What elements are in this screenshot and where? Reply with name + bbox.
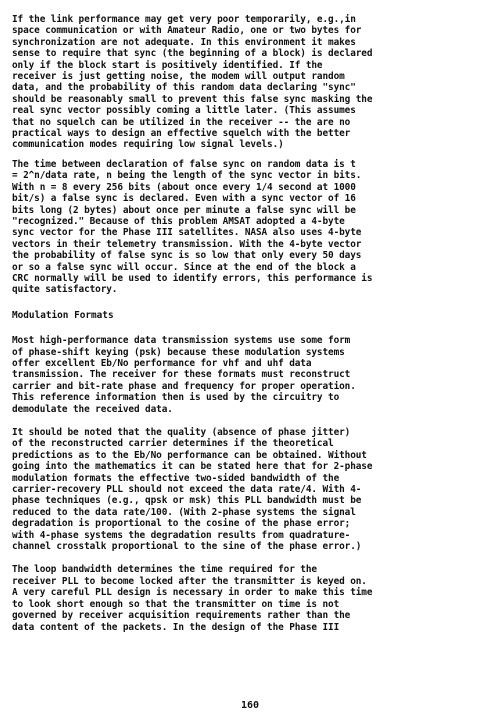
text-line: real sync vector possibly coming a little later. (This assumes <box>12 105 356 117</box>
text-line: Most high-performance data transmission systems use some form <box>12 335 351 347</box>
text-line: to look short enough so that the transmitter on time is not <box>12 598 340 610</box>
text-line: communication modes requiring low signal levels.) <box>12 139 284 151</box>
paragraph-sync-performance <box>12 14 492 151</box>
text-line: space communication or with Amateur Radio, one or two bytes for <box>12 25 362 37</box>
text-line: carrier-recovery PLL should not exceed the data rate/4. With 4- <box>12 484 362 496</box>
text-line: with 4-phase systems the degradation results from quadrature- <box>12 529 351 541</box>
text-line: This reference information then is used by the circuitry to <box>12 392 340 404</box>
text-line: = 2^n/data rate, n being the length of the sync vector in bits. <box>12 170 362 182</box>
text-line: CRC normally will be used to identify errors, this performance is <box>12 272 373 284</box>
text-line: The loop bandwidth determines the time required for the <box>12 564 317 576</box>
text-line: receiver PLL to become locked after the transmitter is keyed on. <box>12 575 367 587</box>
text-line: With n = 8 every 256 bits (about once every 1/4 second at 1000 <box>12 181 356 193</box>
text-line: If the link performance may get very poor temporarily, e.g.,in <box>12 14 356 25</box>
text-line: bit/s) a false sync is declared. Even with a sync vector of 16 <box>12 193 356 205</box>
page-number: 160 <box>240 700 260 711</box>
section-heading: Modulation Formats <box>12 309 114 321</box>
paragraph-carrier-quality <box>12 427 492 552</box>
text-line: degradation is proportional to the cosine of the phase error; <box>12 518 351 530</box>
text-line: data content of the packets. In the design of the Phase III <box>12 621 340 633</box>
paragraph-psk-systems <box>12 335 492 415</box>
paragraph-loop-bandwidth <box>12 564 492 632</box>
text-line: phase techniques (e.g., qpsk or msk) this PLL bandwidth must be <box>12 495 362 507</box>
text-line: sense to require that sync (the beginning of a block) is declared <box>12 48 373 60</box>
text-line: of phase-shift keying (psk) because these modulation systems <box>12 346 345 358</box>
text-line: that no squelch can be utilized in the receiver -- the are no <box>12 116 351 128</box>
text-line: of the reconstructed carrier determines if the theoretical <box>12 438 334 450</box>
text-line: The time between declaration of false sync on random data is t <box>12 158 356 170</box>
text-line: reduced to the data rate/100. (With 2-phase systems the signal <box>12 506 356 518</box>
text-line: governed by receiver acquisition requirements rather than the <box>12 610 351 622</box>
text-line: going into the mathematics it can be stated here that for 2-phase <box>12 461 373 473</box>
text-line: offer excellent Eb/No performance for vhf and uhf data <box>12 357 312 369</box>
text-line: "recognized." Because of this problem AMSAT adopted a 4-byte <box>12 215 345 227</box>
text-line: predictions as to the Eb/No performance can be obtained. Without <box>12 449 367 461</box>
text-line: or so a false sync will occur. Since at the end of the block a <box>12 261 356 273</box>
text-line: quite satisfactory. <box>12 284 118 296</box>
text-line: sync vector for the Phase III satellites. NASA also uses 4-byte <box>12 227 362 239</box>
text-line: should be reasonably small to prevent this false sync masking the <box>12 93 373 105</box>
text-line: vectors in their telemetry transmission. With the 4-byte vector <box>12 238 362 250</box>
text-line: transmission. The receiver for these formats must reconstruct <box>12 369 351 381</box>
text-line: channel crosstalk proportional to the sine of the phase error.) <box>12 541 362 553</box>
paragraph-false-sync-timing <box>12 159 492 296</box>
text-line: receiver is just getting noise, the modem will output random <box>12 71 345 83</box>
text-line: demodulate the received data. <box>12 403 173 415</box>
text-line: practical ways to design an effective squelch with the better <box>12 128 351 140</box>
text-line: only if the block start is positively identified. If the <box>12 59 323 71</box>
text-line: A very careful PLL design is necessary in order to make this time <box>12 587 373 599</box>
text-line: synchronization are not adequate. In this environment it makes <box>12 36 356 48</box>
text-line: It should be noted that the quality (absence of phase jitter) <box>12 427 351 438</box>
text-line: carrier and bit-rate phase and frequency for proper operation. <box>12 380 356 392</box>
text-line: data, and the probability of this random data declaring "sync" <box>12 82 356 94</box>
text-line: the probability of false sync is so low that only every 50 days <box>12 250 362 262</box>
text-line: bits long (2 bytes) about once per minute a false sync will be <box>12 204 356 216</box>
text-line: modulation formats the effective two-sided bandwidth of the <box>12 472 340 484</box>
